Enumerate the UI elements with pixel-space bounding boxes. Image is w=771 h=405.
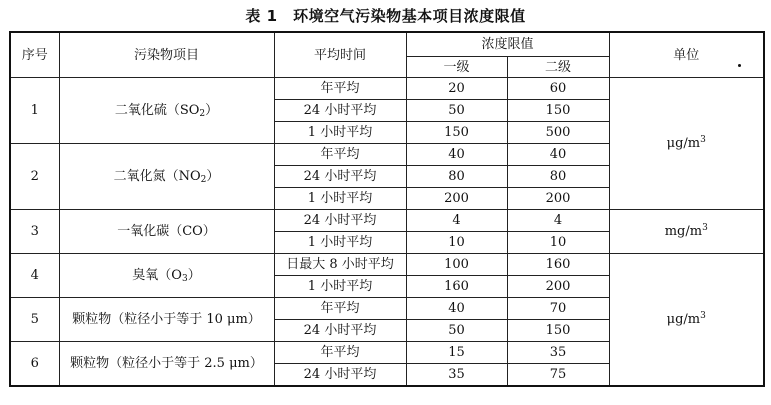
grade1-value: 40 [406, 298, 507, 320]
unit-cell: $\mu g/m^3$ [609, 254, 764, 387]
avg-time: 1 小时平均 [274, 232, 406, 254]
row-no: 1 [10, 78, 59, 144]
pollutant-name: 二氧化硫$(SO_2)$ [59, 78, 274, 144]
grade2-value: 160 [507, 254, 609, 276]
table-row [10, 78, 764, 100]
grade2-value: 80 [507, 166, 609, 188]
limits-table-container [9, 31, 765, 387]
table-row [10, 210, 764, 232]
avg-time: 1 小时平均 [274, 122, 406, 144]
avg-time: 日最大 8 小时平均 [274, 254, 406, 276]
row-no: 6 [10, 342, 59, 387]
pollutant-name: 颗粒物（粒径小于等于 10 μm） [59, 298, 274, 342]
grade2-value: 35 [507, 342, 609, 364]
grade2-value: 500 [507, 122, 609, 144]
row-no: 4 [10, 254, 59, 298]
grade1-value: 50 [406, 100, 507, 122]
grade2-value: 150 [507, 320, 609, 342]
pollutant-name: 颗粒物（粒径小于等于 2.5 μm） [59, 342, 274, 387]
avg-time: 年平均 [274, 342, 406, 364]
avg-time: 24 小时平均 [274, 320, 406, 342]
grade1-value: 10 [406, 232, 507, 254]
avg-time: 年平均 [274, 78, 406, 100]
row-no: 3 [10, 210, 59, 254]
avg-time: 24 小时平均 [274, 100, 406, 122]
avg-time: 24 小时平均 [274, 364, 406, 387]
grade2-value: 200 [507, 276, 609, 298]
unit-cell: $\mu g/m^3$ [609, 78, 764, 210]
row-no: 2 [10, 144, 59, 210]
grade2-value: 75 [507, 364, 609, 387]
pollutant-name: 二氧化氮$(NO_2)$ [59, 144, 274, 210]
scan-dot-mark [738, 64, 741, 67]
grade1-value: 35 [406, 364, 507, 387]
avg-time: 年平均 [274, 298, 406, 320]
header-limit: 浓度限值 [406, 32, 609, 57]
grade1-value: 200 [406, 188, 507, 210]
avg-time: 24 小时平均 [274, 166, 406, 188]
header-grade2: 二级 [507, 57, 609, 78]
pollutant-name: 臭氧$(O_3)$ [59, 254, 274, 298]
table-row [10, 254, 764, 276]
header-grade1: 一级 [406, 57, 507, 78]
table-title: 表 1 环境空气污染物基本项目浓度限值 [245, 7, 526, 25]
avg-time: 年平均 [274, 144, 406, 166]
grade1-value: 20 [406, 78, 507, 100]
grade2-value: 60 [507, 78, 609, 100]
grade1-value: 160 [406, 276, 507, 298]
grade2-value: 150 [507, 100, 609, 122]
pollutant-name: 一氧化碳（CO） [59, 210, 274, 254]
avg-time: 1 小时平均 [274, 188, 406, 210]
grade1-value: 150 [406, 122, 507, 144]
grade1-value: 50 [406, 320, 507, 342]
grade2-value: 10 [507, 232, 609, 254]
grade2-value: 4 [507, 210, 609, 232]
grade2-value: 200 [507, 188, 609, 210]
grade2-value: 40 [507, 144, 609, 166]
avg-time: 1 小时平均 [274, 276, 406, 298]
pollutant-limits-table [9, 31, 765, 387]
header-no: 序号 [10, 32, 59, 78]
header-avg-time: 平均时间 [274, 32, 406, 78]
unit-cell: $mg/m^3$ [609, 210, 764, 254]
grade1-value: 4 [406, 210, 507, 232]
grade1-value: 80 [406, 166, 507, 188]
header-pollutant: 污染物项目 [59, 32, 274, 78]
avg-time: 24 小时平均 [274, 210, 406, 232]
grade1-value: 15 [406, 342, 507, 364]
grade2-value: 70 [507, 298, 609, 320]
grade1-value: 100 [406, 254, 507, 276]
header-unit: 单位 [609, 32, 764, 78]
row-no: 5 [10, 298, 59, 342]
grade1-value: 40 [406, 144, 507, 166]
